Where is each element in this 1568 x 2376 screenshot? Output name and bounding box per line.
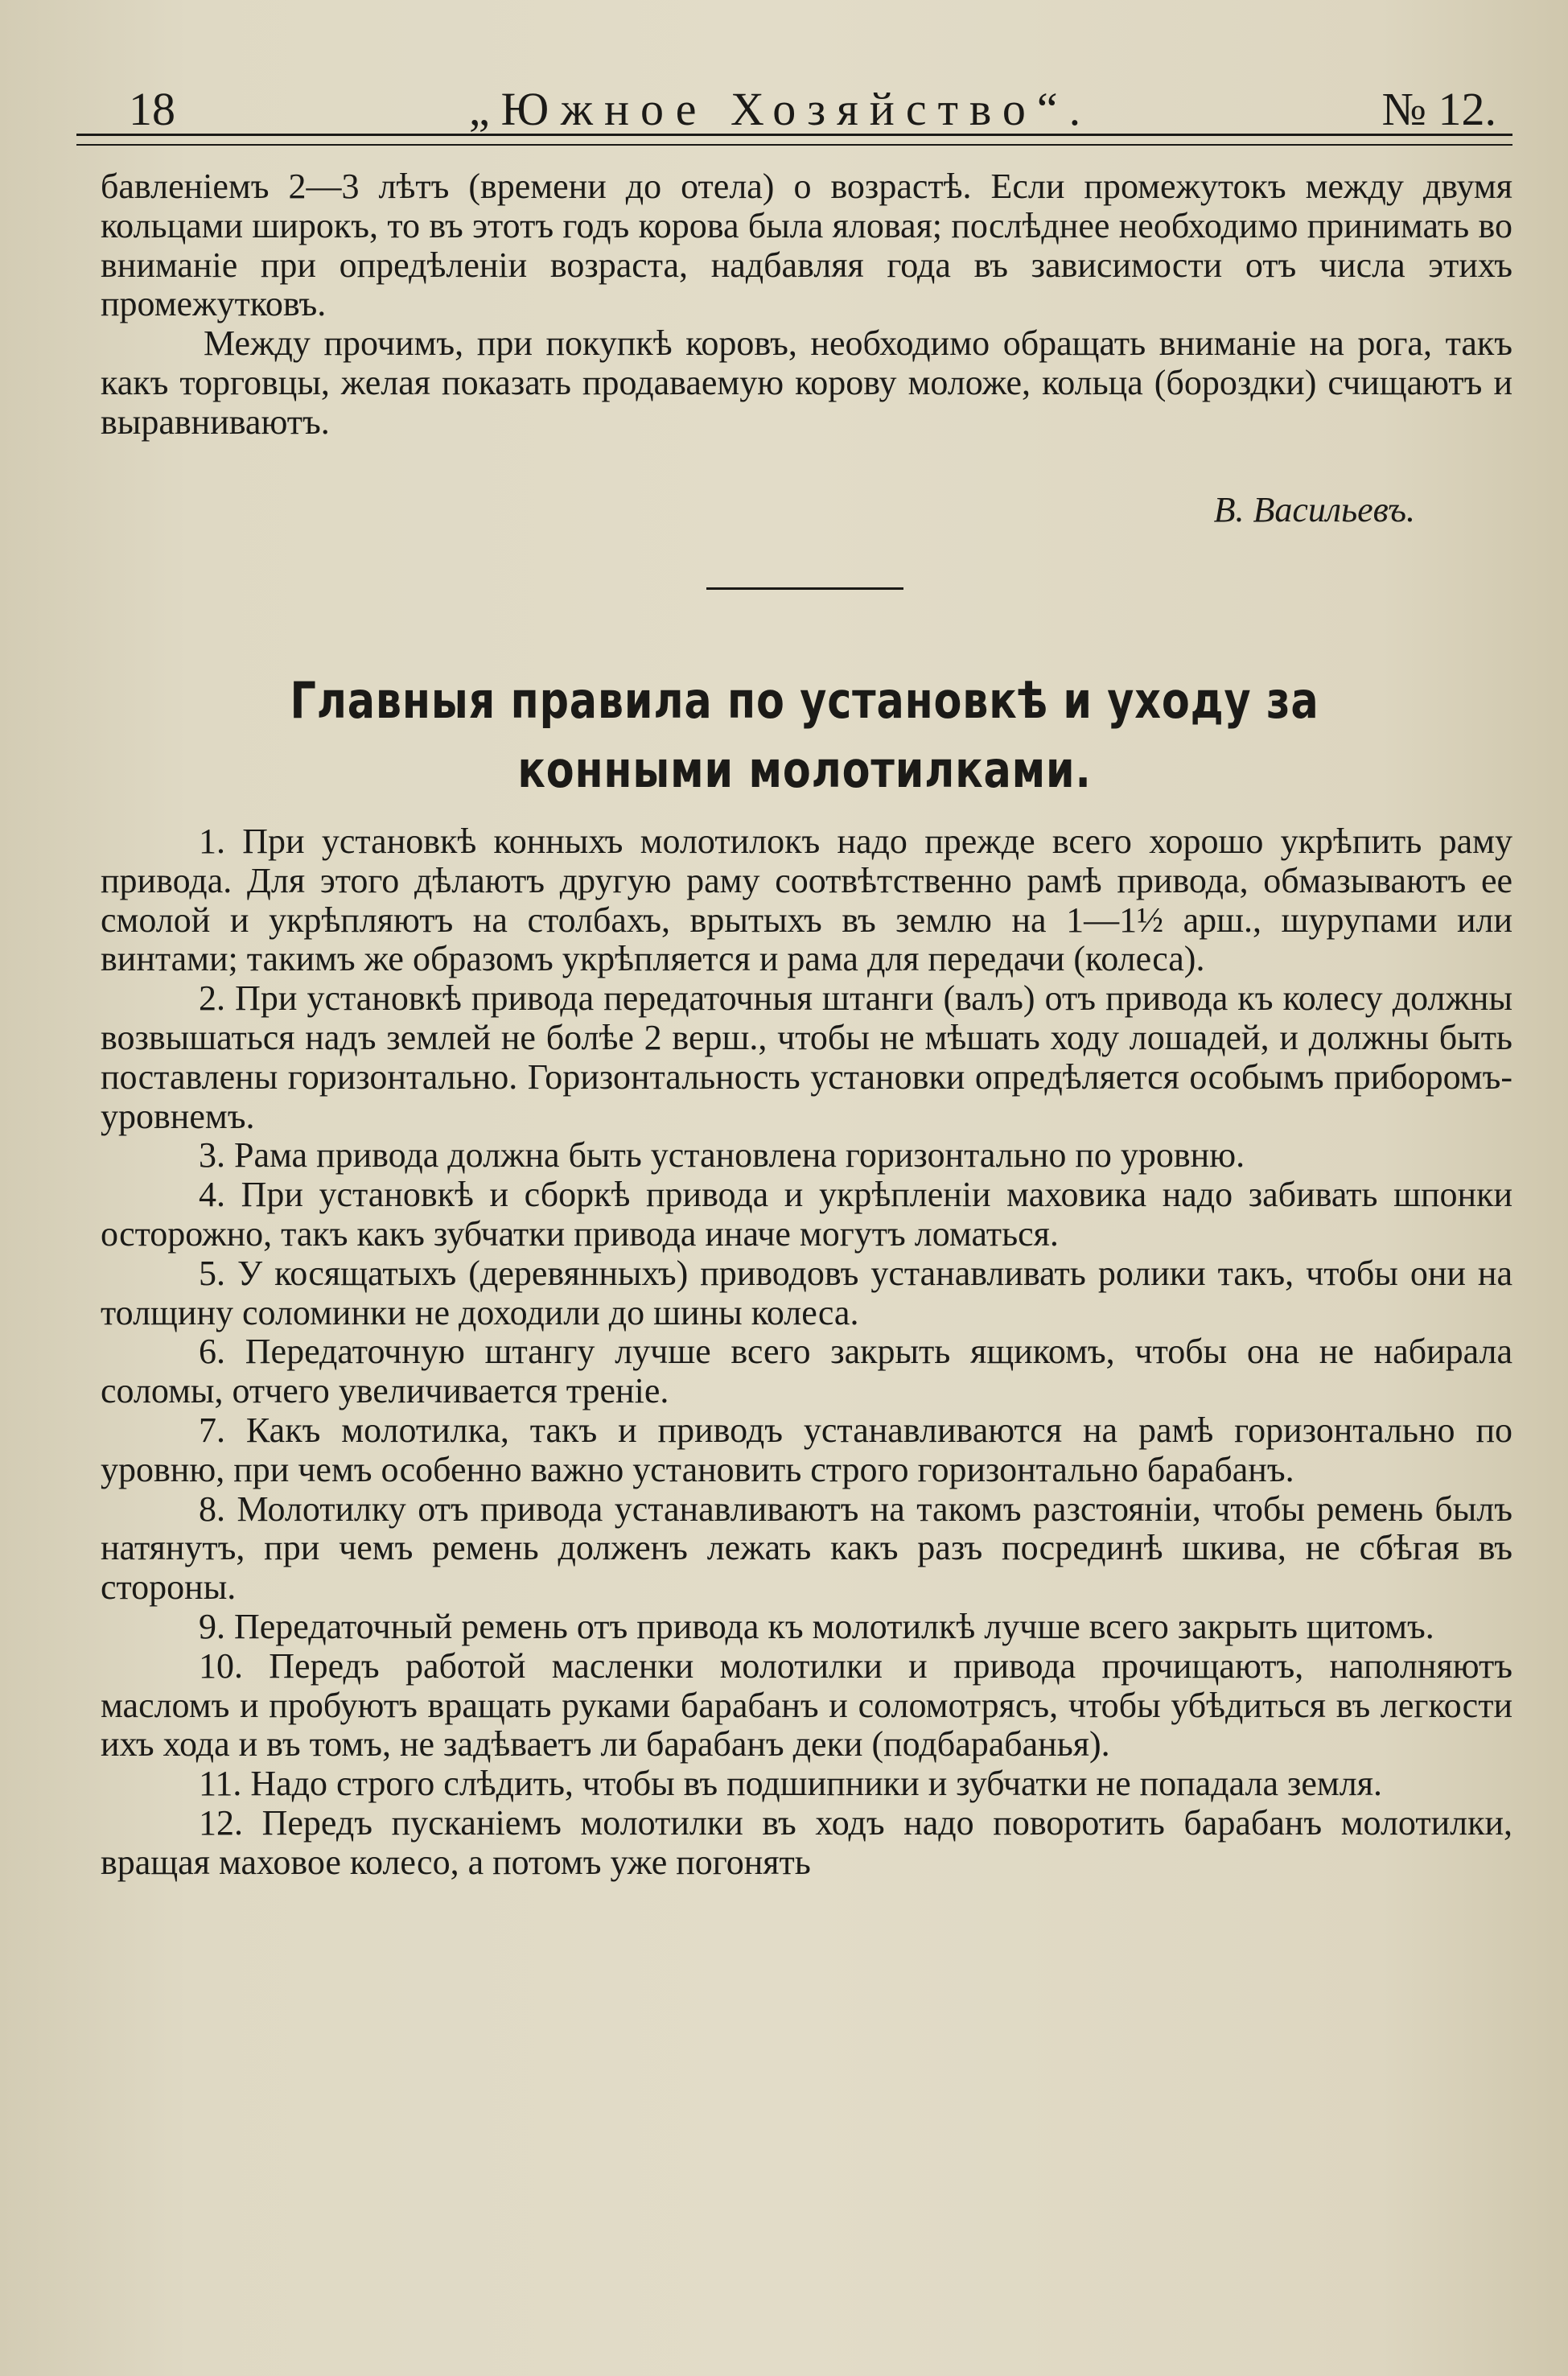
rule-item: 1. При установкѣ конныхъ молотилокъ надо прежде всего хорошо укрѣпить раму привода. Для этого дѣлаютъ другую раму соотвѣтственно рамѣ привода, обмазываютъ ее смолой и укрѣпляютъ на столбахъ, врытыхъ въ землю на 1—1½ арш., шурупами или винтами; такимъ же образомъ укрѣпляется и рама для передачи (колеса). — [101, 822, 1512, 979]
rule-item: 5. У косящатыхъ (деревянныхъ) приводовъ устанавливать ролики такъ, чтобы они на толщину соломинки не доходили до шины колеса. — [101, 1253, 1512, 1332]
rule-item: 10. Передъ работой масленки молотилки и привода прочищаютъ, наполняютъ масломъ и пробуютъ вращать руками барабанъ и соломотрясъ, чтобы убѣдиться въ легкости ихъ хода и въ томъ, не задѣваетъ ли барабанъ деки (подбарабанья). — [101, 1645, 1512, 1764]
article-title: Главныя правила по установкѣ и уходу за конными молотилками. — [290, 671, 1319, 799]
rule-item: 2. При установкѣ привода передаточныя штанги (валъ) отъ привода къ колесу должны возвышаться надъ землей не болѣе 2 верш., чтобы не мѣшать ходу лошадей, и должны быть поставлены горизонтально. Горизонтальность установки опредѣляется особымъ приборомъ-уровнемъ. — [101, 978, 1512, 1136]
paragraph: бавленіемъ 2—3 лѣтъ (времени до отела) о возрастѣ. Если промежутокъ между двумя кольцами широкъ, то въ этотъ годъ корова была яловая; послѣднее необходимо принимать во вниманіе при опредѣленіи возраста, надбавляя года въ зависимости отъ числа этихъ промежутковъ. — [101, 167, 1512, 324]
rule-item: 3. Рама привода должна быть установлена горизонтально по уровню. — [199, 1135, 1245, 1176]
rule-item: 7. Какъ молотилка, такъ и приводъ устанавливаются на рамѣ горизонтально по уровню, при чемъ особенно важно установить строго горизонтально барабанъ. — [101, 1410, 1512, 1489]
header-rule — [76, 134, 1512, 146]
section-divider — [706, 587, 903, 590]
page-header — [129, 76, 1496, 141]
rule-item: 4. При установкѣ и сборкѣ привода и укрѣпленіи маховика надо забивать шпонки осторожно, такъ какъ зубчатки привода иначе могутъ ломаться. — [101, 1175, 1512, 1254]
article-body — [101, 822, 1512, 1883]
page-number: 18 — [129, 82, 175, 135]
paragraph: Между прочимъ, при покупкѣ коровъ, необходимо обращать вниманіе на рога, такъ какъ торговцы, желая показать продаваемую корову моложе, кольца (бороздки) счищаютъ и выравниваютъ. — [101, 323, 1512, 442]
issue-number: № 12. — [1381, 82, 1496, 135]
author-signature: В. Васильевъ. — [1213, 490, 1415, 529]
rule-item: 8. Молотилку отъ привода устанавливаютъ на такомъ разстояніи, чтобы ремень былъ натянутъ, при чемъ ремень долженъ лежать какъ разъ посрединѣ шкива, не сбѣгая въ стороны. — [101, 1489, 1512, 1608]
previous-article-ending — [101, 167, 1512, 443]
rule-item: 9. Передаточный ремень отъ привода къ молотилкѣ лучше всего закрыть щитомъ. — [199, 1606, 1434, 1646]
rule-item: 6. Передаточную штангу лучше всего закрыть ящикомъ, чтобы она не набирала соломы, отчего увеличивается треніе. — [101, 1332, 1512, 1411]
rule-item: 12. Передъ пусканіемъ молотилки въ ходъ надо поворотить барабанъ молотилки, вращая маховое колесо, а потомъ уже погонять — [101, 1802, 1512, 1882]
journal-title: „Южное Хозяйство“. — [468, 82, 1093, 135]
rule-item: 11. Надо строго слѣдить, чтобы въ подшипники и зубчатки не попадала земля. — [199, 1764, 1382, 1804]
